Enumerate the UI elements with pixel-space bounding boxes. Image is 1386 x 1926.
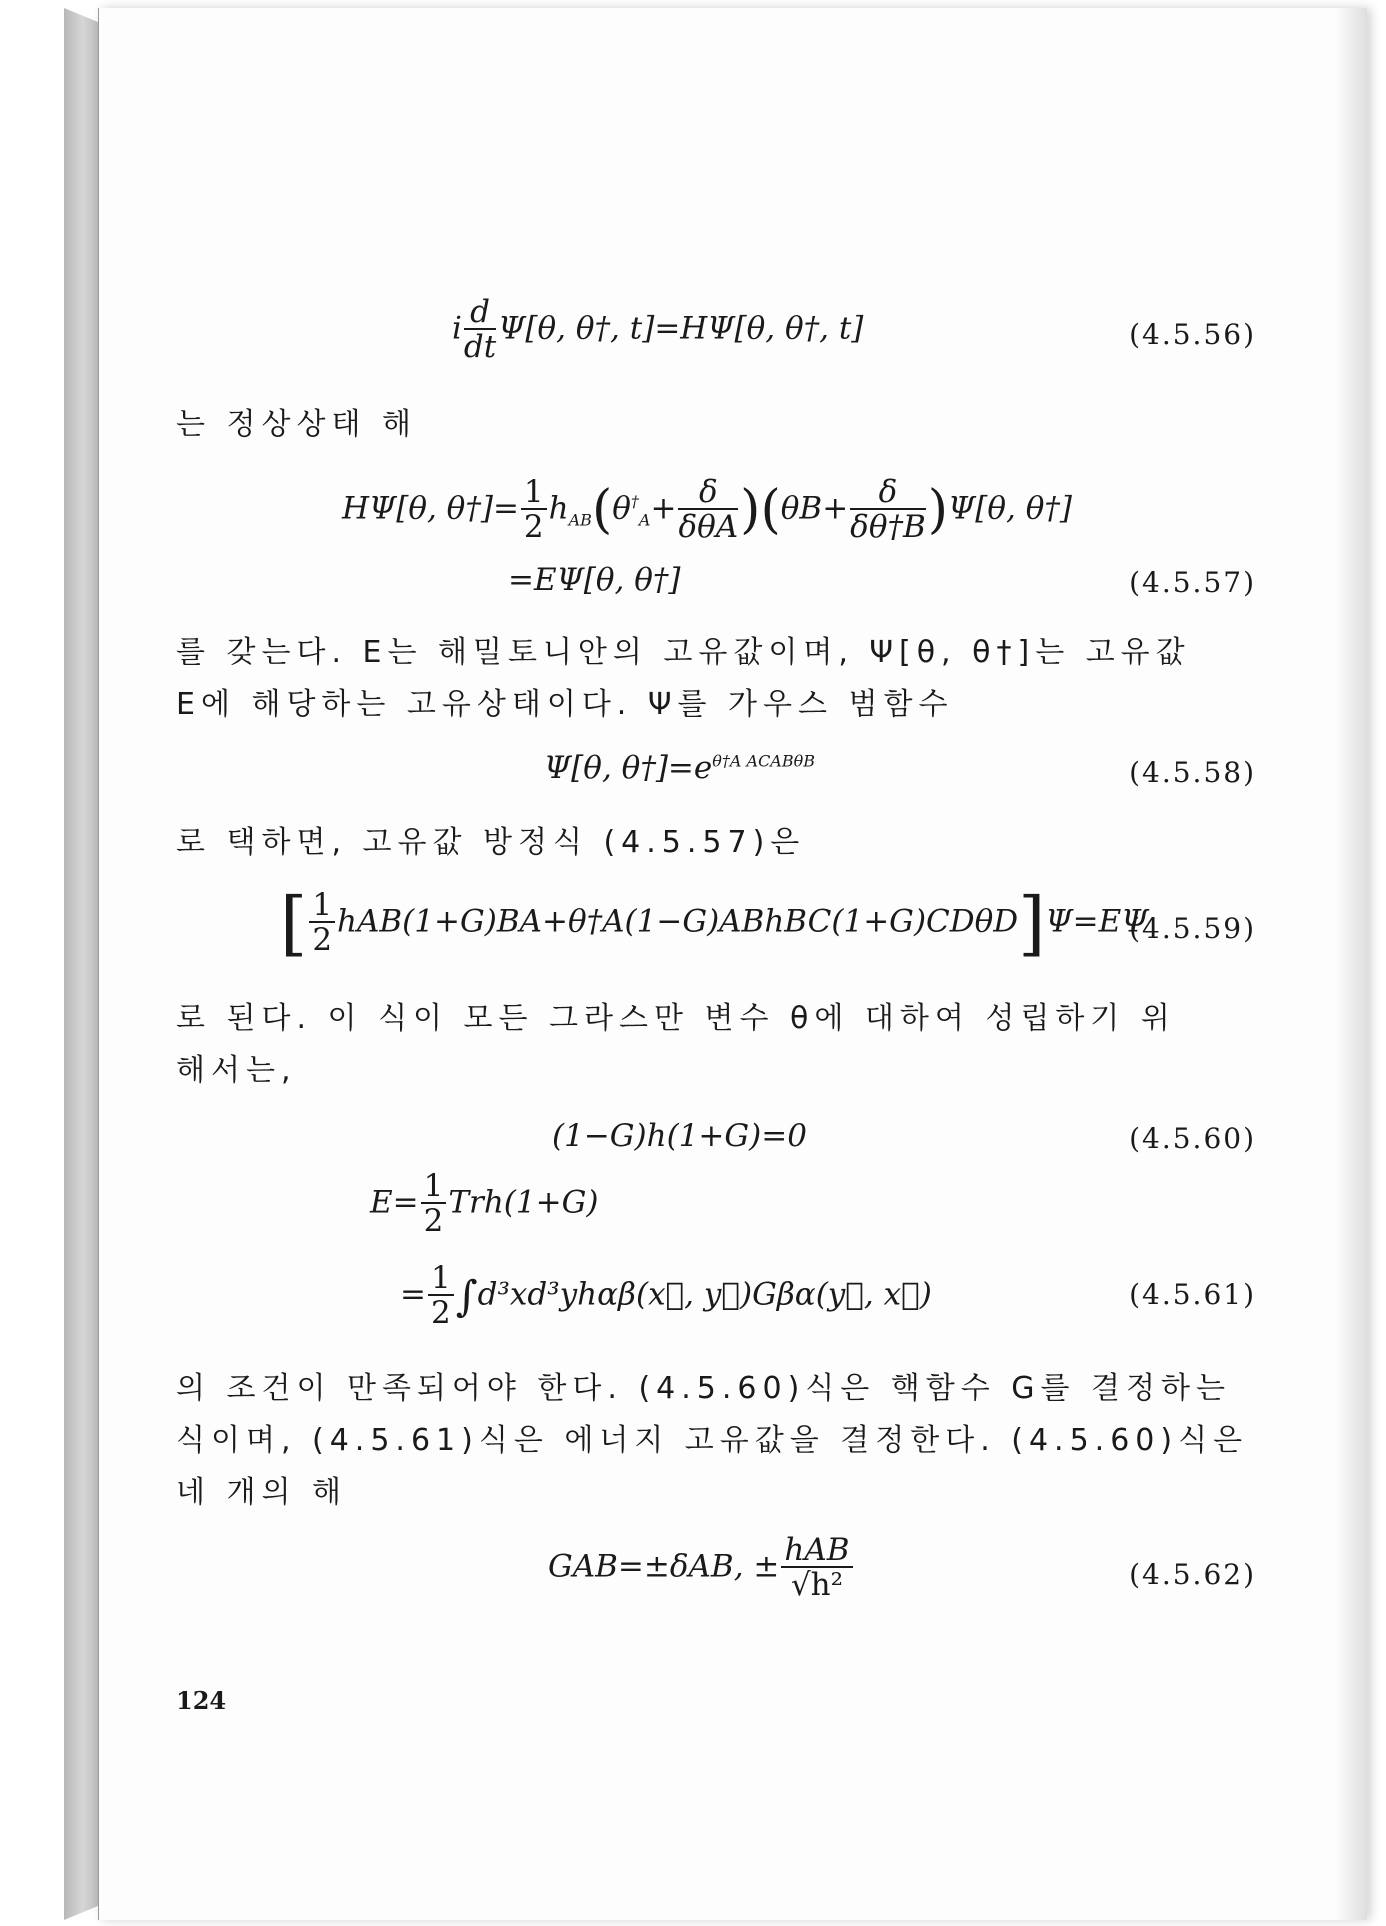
paragraph-choose: 로 택하면, 고유값 방정식 (4.5.57)은 [176, 825, 806, 860]
equation-4-5-60: (1−G)h(1+G)=0 [552, 1118, 807, 1154]
equation-number-4-5-58: (4.5.58) [1129, 756, 1256, 789]
equation-number-4-5-59: (4.5.59) [1129, 912, 1256, 945]
equation-4-5-56: i $\frac{d}{dt}$ Ψ[θ, θ†, t]=HΨ[θ, θ†, t] [452, 294, 864, 365]
equation-4-5-62: GAB=±δAB, ± $\frac{\text{hAB}}{\text{√h²}}$ [548, 1534, 855, 1602]
paragraph-eigenvalue-line2: E에 해당하는 고유상태이다. Ψ를 가우스 범함수 [176, 687, 954, 722]
equation-number-4-5-56: (4.5.56) [1129, 318, 1256, 351]
equation-4-5-59: [ $\frac{1}{2}$ hAB(1+G)BA+θ†A(1−G)ABhBC(1+G)CDθD]Ψ=EΨ [280, 882, 1149, 964]
paragraph-stationary-state: 는 정상상태 해 [176, 407, 417, 442]
paragraph-grassmann-line1: 로 된다. 이 식이 모든 그라스만 변수 θ에 대하여 성립하기 위 [176, 1001, 1176, 1036]
page-edge-shadow [1335, 8, 1367, 1920]
equation-4-5-61-line1: E= $\frac{1}{2}$ Trh(1+G) [370, 1168, 599, 1239]
equation-4-5-58: Ψ[θ, $\theta\dagger]=e^{\theta\dagger A ACAB\theta B}$ [544, 750, 816, 786]
paragraph-condition-line1: 의 조건이 만족되어야 한다. (4.5.60)식은 핵함수 G를 결정하는 [176, 1371, 1231, 1406]
equation-number-4-5-57: (4.5.57) [1129, 566, 1256, 599]
paragraph-condition-line2: 식이며, (4.5.61)식은 에너지 고유값을 결정한다. (4.5.60)식은 [176, 1423, 1249, 1458]
paragraph-grassmann-line2: 해서는, [176, 1053, 297, 1088]
equation-number-4-5-60: (4.5.60) [1129, 1122, 1256, 1155]
equation-number-4-5-62: (4.5.62) [1129, 1558, 1256, 1591]
book-page [98, 8, 1367, 1920]
paragraph-eigenvalue-line1: 를 갖는다. E는 해밀토니안의 고유값이며, Ψ[θ, θ†]는 고유값 [176, 635, 1191, 670]
page-number: 124 [176, 1686, 227, 1715]
equation-number-4-5-61: (4.5.61) [1129, 1278, 1256, 1311]
book-spine [64, 8, 98, 1920]
equation-4-5-57-line2: =EΨ[θ, θ†] [508, 562, 681, 598]
equation-4-5-57-line1: HΨ[θ, θ†]= $\frac{1}{2}$ $h_{AB}(\theta^\dagger_A+$ $\frac{\delta}{\text{δθA}}$ )(θB+ $\frac{\delta}{\delta\theta\dagger B}$ )Ψ[θ, θ†] [342, 474, 1072, 545]
equation-4-5-61-line2: = $\frac{1}{2}$ ∫d³xd³yhαβ(x⃗, y⃗)Gβα(y⃗, x⃗) [400, 1260, 932, 1331]
paragraph-condition-line3: 네 개의 해 [176, 1475, 347, 1510]
